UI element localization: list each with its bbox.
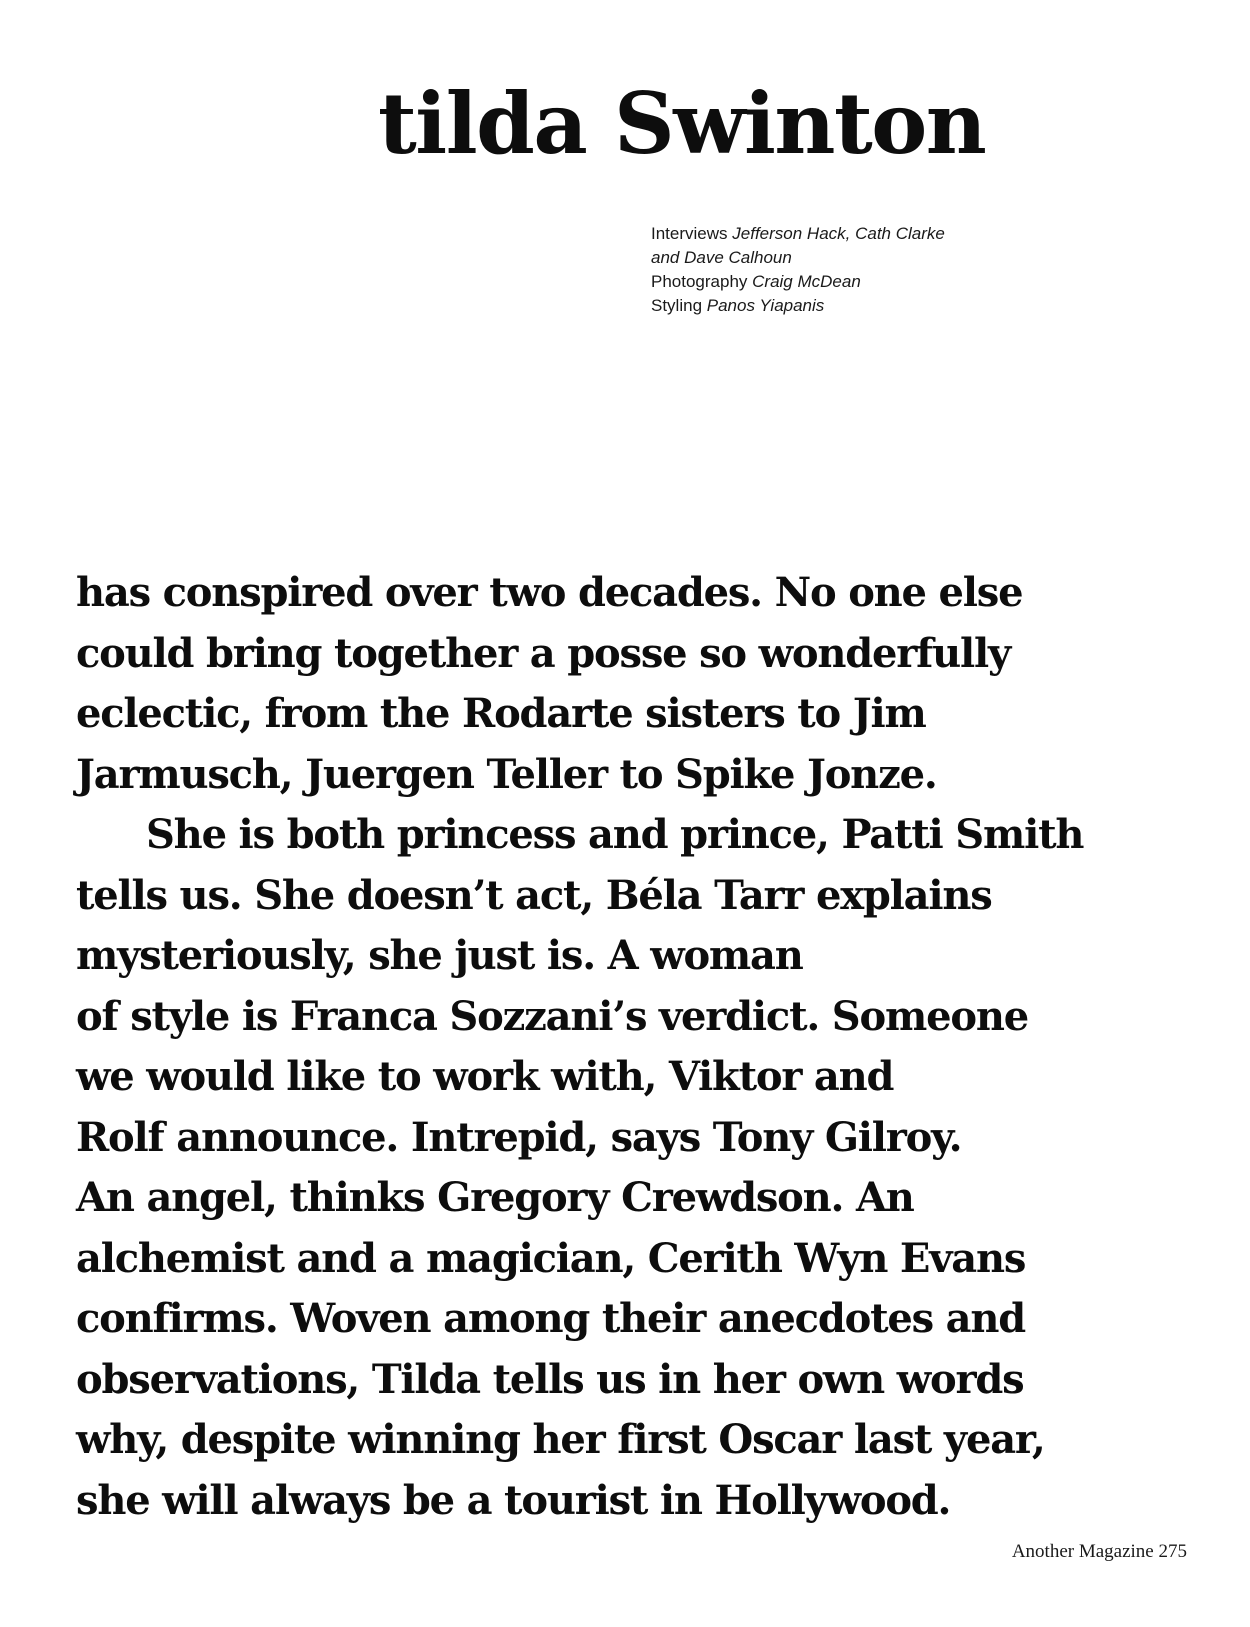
article-title: tilda Swinton xyxy=(378,74,986,173)
body-line: confirms. Woven among their anecdotes and xyxy=(76,1295,1026,1342)
article-body xyxy=(76,563,1186,1531)
body-line: she will always be a tourist in Hollywood. xyxy=(76,1476,951,1524)
body-line: An angel, thinks Gregory Crewdson. An xyxy=(76,1174,914,1221)
body-line: has conspired over two decades. No one else xyxy=(76,569,1023,616)
credit-line-interviews: Interviews Jefferson Hack, Cath Clarke xyxy=(651,224,945,243)
credit-line-styling: Styling Panos Yiapanis xyxy=(651,296,825,315)
page-folio: Another Magazine 275 xyxy=(1011,1541,1187,1562)
credit-line-photography: Photography Craig McDean xyxy=(651,272,861,291)
credit-line-interviews-cont: and Dave Calhoun xyxy=(651,248,792,267)
body-line: observations, Tilda tells us in her own words xyxy=(76,1355,1024,1403)
body-line: Rolf announce. Intrepid, says Tony Gilroy. xyxy=(76,1113,962,1161)
credits-block xyxy=(651,222,945,318)
body-line: why, despite winning her first Oscar last year, xyxy=(76,1416,1045,1463)
body-line: tells us. She doesn’t act, Béla Tarr explains xyxy=(76,871,992,919)
body-line: could bring together a posse so wonderfully xyxy=(76,629,1011,677)
body-line: of style is Franca Sozzani’s verdict. Someone xyxy=(76,992,1028,1040)
body-line: alchemist and a magician, Cerith Wyn Evans xyxy=(76,1234,1026,1282)
body-line: eclectic, from the Rodarte sisters to Jim xyxy=(76,690,926,737)
body-line: Jarmusch, Juergen Teller to Spike Jonze. xyxy=(76,750,937,798)
body-line-paragraph-start: She is both princess and prince, Patti Smith xyxy=(146,811,1084,858)
body-line: we would like to work with, Viktor and xyxy=(76,1053,894,1100)
body-line: mysteriously, she just is. A woman xyxy=(76,932,803,979)
